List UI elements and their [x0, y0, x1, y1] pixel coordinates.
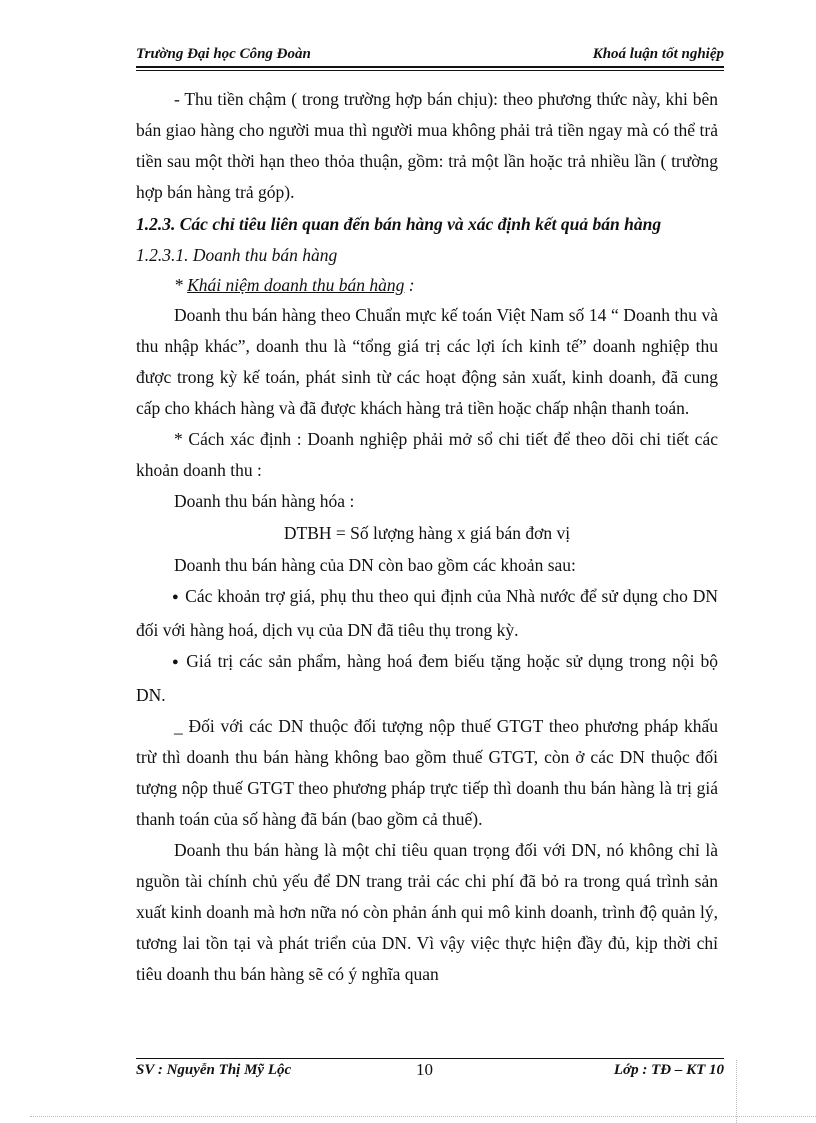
- paragraph-importance: Doanh thu bán hàng là một chỉ tiêu quan trọng đối với DN, nó không chỉ là nguồn tài chính chủ yếu để DN trang trải các chi phí đã bỏ ra trong quá trình sản xuất kinh doanh mà hơn nữa nó còn phản ánh qui mô kinh doanh, trình độ quản lý, tương lai tồn tại và phát triển của DN. Vì vậy việc thực hiện đầy đủ, kịp thời chỉ tiêu doanh thu bán hàng sẽ có ý nghĩa quan: [136, 840, 718, 984]
- concept-heading: [136, 270, 718, 300]
- concept-suffix: :: [404, 275, 415, 295]
- paragraph-vat: _ Đối với các DN thuộc đối tượng nộp thuế GTGT theo phương pháp khấu trừ thì doanh thu bán hàng không bao gồm thuế GTGT, còn ở các DN thuộc đối tượng nộp thuế GTGT theo phương pháp trực tiếp thì doanh thu bán hàng là trị giá thanh toán của số hàng đã bán (bao gồm cả thuế).: [136, 716, 718, 829]
- header-school: Trường Đại học Công Đoàn: [136, 46, 311, 62]
- footer-student: SV : Nguyễn Thị Mỹ Lộc: [136, 1062, 292, 1078]
- bullet-gifts: ● Giá trị các sản phẩm, hàng hoá đem biếu tặng hoặc sử dụng trong nội bộ DN.: [136, 646, 718, 711]
- paragraph-includes: Doanh thu bán hàng của DN còn bao gồm các khoản sau:: [174, 555, 576, 575]
- bullet-subsidies: ● Các khoản trợ giá, phụ thu theo qui định của Nhà nước để sử dụng cho DN đối với hàng hoá, dịch vụ của DN đã tiêu thụ trong kỳ.: [136, 581, 718, 646]
- section-heading-1-2-3: 1.2.3. Các chỉ tiêu liên quan đến bán hàng và xác định kết quả bán hàng: [136, 214, 662, 234]
- page-footer: [136, 1060, 724, 1082]
- paragraph-deferred-payment: - Thu tiền chậm ( trong trường hợp bán chịu): theo phương thức này, khi bên bán giao hàng cho người mua thì người mua không phải trả tiền ngay mà có thể trả tiền sau một thời hạn theo thỏa thuận, gồm: trả một lần hoặc trả nhiều lần ( trường hợp bán hàng trả góp).: [136, 89, 718, 202]
- paragraph-determination: * Cách xác định : Doanh nghiệp phải mở sổ chi tiết để theo dõi chi tiết các khoản doanh thu :: [136, 429, 718, 480]
- page-edge-bottom: [30, 1116, 816, 1117]
- formula: DTBH = Số lượng hàng x giá bán đơn vị: [283, 523, 571, 543]
- page-header: [136, 44, 724, 66]
- page-edge-right: [736, 1060, 737, 1123]
- footer-class: Lớp : TĐ – KT 10: [613, 1062, 724, 1078]
- footer-rule: [136, 1058, 724, 1059]
- paragraph-goods-revenue: Doanh thu bán hàng hóa :: [174, 491, 355, 511]
- concept-title: Khái niệm doanh thu bán hàng: [187, 275, 405, 295]
- concept-prefix: *: [174, 275, 188, 295]
- header-title: Khoá luận tốt nghiệp: [592, 46, 724, 62]
- section-heading-1-2-3-1: 1.2.3.1. Doanh thu bán hàng: [136, 245, 338, 265]
- page-body: [136, 84, 718, 990]
- header-rule: [136, 66, 724, 68]
- header-rule-thin: [136, 70, 724, 71]
- page-number: 10: [416, 1060, 433, 1079]
- paragraph-revenue-definition: Doanh thu bán hàng theo Chuẩn mực kế toán Việt Nam số 14 “ Doanh thu và thu nhập khác”, doanh thu là “tổng giá trị các lợi ích kinh tế” doanh nghiệp thu được trong kỳ kế toán, phát sinh từ các hoạt động sản xuất, kinh doanh, đã cung cấp cho khách hàng và đã được khách hàng trả tiền hoặc chấp nhận thanh toán.: [136, 305, 718, 418]
